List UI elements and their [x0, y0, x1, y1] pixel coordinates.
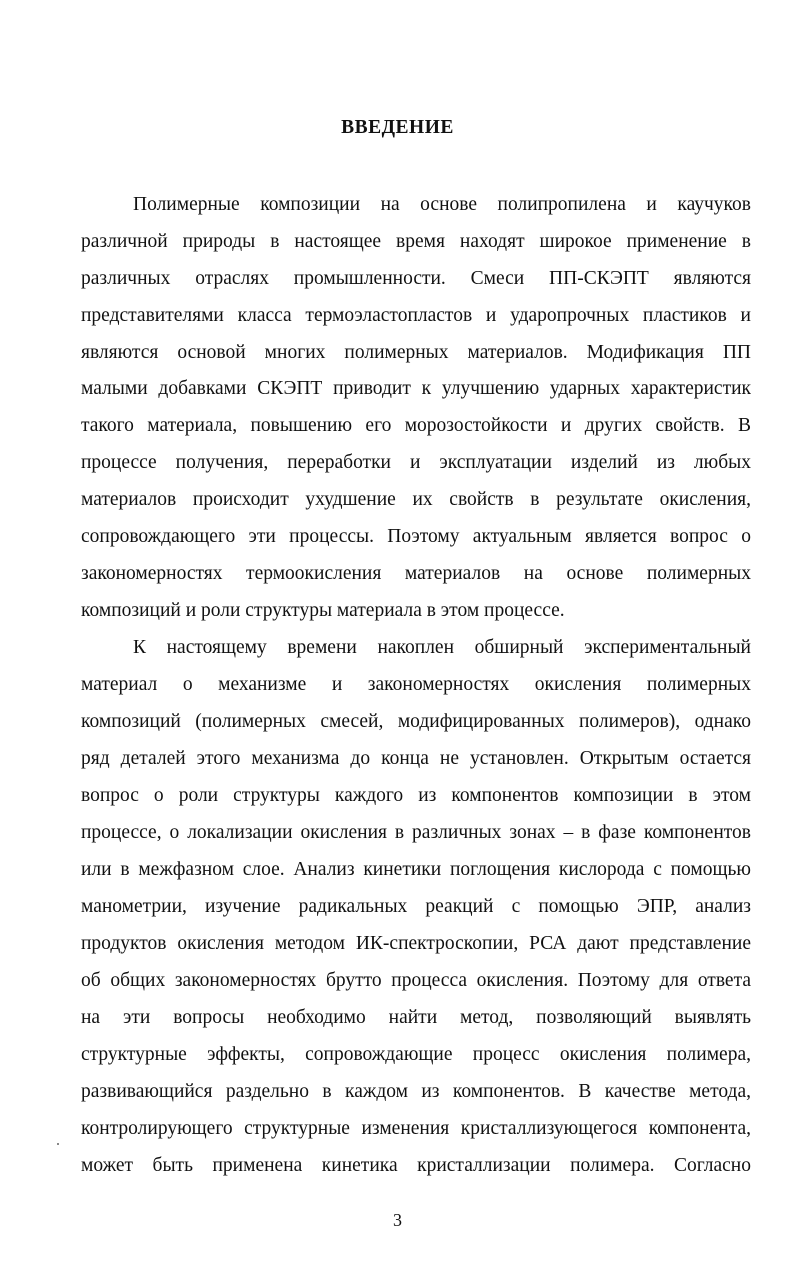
text-line: манометрии, изучение радикальных реакций с помощью ЭПР, анализ	[81, 896, 751, 917]
text-line: различной природы в настоящее время находят широкое применение в	[81, 231, 751, 252]
text-line: являются основой многих полимерных материалов. Модификация ПП	[81, 342, 751, 363]
text-line: материал о механизме и закономерностях окисления полимерных	[81, 674, 751, 695]
text-line: или в межфазном слое. Анализ кинетики поглощения кислорода с помощью	[81, 859, 751, 880]
text-line: малыми добавками СКЭПТ приводит к улучшению ударных характеристик	[81, 378, 751, 399]
text-line: материалов происходит ухудшение их свойств в результате окисления,	[81, 489, 751, 510]
text-line: сопровождающего эти процессы. Поэтому актуальным является вопрос о	[81, 526, 751, 547]
text-line: процессе, о локализации окисления в различных зонах – в фазе компонентов	[81, 822, 751, 843]
text-line: К настоящему времени накоплен обширный экспериментальный	[133, 637, 751, 658]
page-number: 3	[393, 1210, 402, 1230]
text-line: может быть применена кинетика кристаллизации полимера. Согласно	[81, 1155, 751, 1176]
text-line: на эти вопросы необходимо найти метод, позволяющий выявлять	[81, 1007, 751, 1028]
text-line: закономерностях термоокисления материалов на основе полимерных	[81, 563, 751, 584]
text-line: контролирующего структурные изменения кристаллизующегося компонента,	[81, 1118, 751, 1139]
text-line: композиций и роли структуры материала в этом процессе.	[81, 600, 565, 621]
text-line: такого материала, повышению его морозостойкости и других свойств. В	[81, 415, 751, 436]
text-line: представителями класса термоэластопластов и ударопрочных пластиков и	[81, 305, 751, 326]
text-line: структурные эффекты, сопровождающие процесс окисления полимера,	[81, 1044, 751, 1065]
text-line: об общих закономерностях брутто процесса окисления. Поэтому для ответа	[81, 970, 751, 991]
scan-artifact	[57, 1143, 59, 1145]
text-line: процессе получения, переработки и эксплуатации изделий из любых	[81, 452, 751, 473]
text-line: развивающийся раздельно в каждом из компонентов. В качестве метода,	[81, 1081, 751, 1102]
text-line: ряд деталей этого механизма до конца не установлен. Открытым остается	[81, 748, 751, 769]
page-title: ВВЕДЕНИЕ	[341, 117, 454, 138]
text-line: вопрос о роли структуры каждого из компонентов композиции в этом	[81, 785, 751, 806]
text-line: композиций (полимерных смесей, модифицированных полимеров), однако	[81, 711, 751, 732]
text-line: различных отраслях промышленности. Смеси ПП-СКЭПТ являются	[81, 268, 751, 289]
text-line: Полимерные композиции на основе полипропилена и каучуков	[133, 194, 751, 215]
text-line: продуктов окисления методом ИК-спектроскопии, РСА дают представление	[81, 933, 751, 954]
